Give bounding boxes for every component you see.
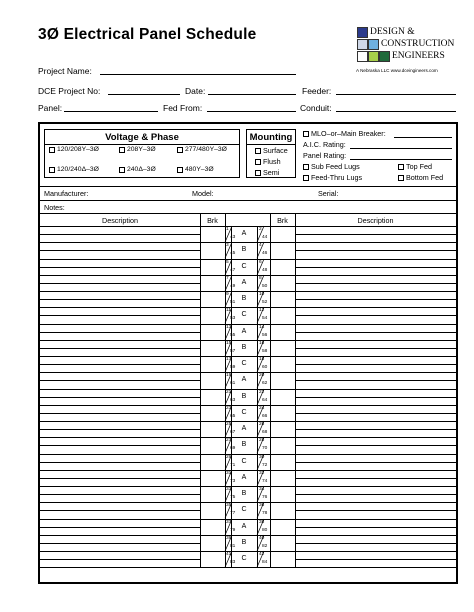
voltage-option-label: 480Y–3Ø <box>185 166 214 173</box>
model-label: Model: <box>192 189 214 198</box>
checkbox[interactable] <box>255 159 261 165</box>
description-line <box>295 478 456 479</box>
circuit-number: 20 <box>259 373 265 379</box>
fed-from-label: Fed From: <box>163 103 203 113</box>
circuit-number: 50 <box>262 283 268 289</box>
mounting-label: Surface <box>263 146 288 155</box>
circuit-number: 80 <box>262 527 268 533</box>
checkbox[interactable] <box>303 164 309 170</box>
phase-label: C <box>241 555 247 562</box>
description-line <box>295 559 456 560</box>
logo-square-1 <box>357 27 368 38</box>
circuit-number: 10 <box>259 292 265 297</box>
circuit-number: 24 <box>259 405 265 411</box>
phase-label: B <box>241 246 247 254</box>
description-line <box>40 283 200 284</box>
circuit-number: 17 <box>226 357 232 362</box>
circuit-number: 14 <box>259 324 265 330</box>
description-line <box>295 380 456 381</box>
feeder-field[interactable] <box>336 94 456 95</box>
circuit-number: 35 <box>226 503 232 509</box>
phase-label: A <box>241 425 247 432</box>
circuit-number: 52 <box>262 300 268 305</box>
description-line <box>40 543 200 544</box>
phase-label: A <box>241 327 247 335</box>
table-row <box>40 535 456 536</box>
circuit-number: 25 <box>226 422 232 427</box>
description-line <box>295 510 456 511</box>
circuit-number: 68 <box>262 430 268 435</box>
mounting-flush[interactable] <box>255 157 281 166</box>
phase-label: B <box>241 392 247 400</box>
circuit-number: 32 <box>259 470 265 476</box>
phase-label: A <box>241 473 247 481</box>
bottom-fed-label: Bottom Fed <box>406 173 444 182</box>
checkbox[interactable] <box>119 167 125 173</box>
checkbox[interactable] <box>255 148 261 154</box>
feeder-label: Feeder: <box>302 86 332 96</box>
description-line <box>40 332 200 333</box>
checkbox[interactable] <box>398 175 404 181</box>
schedule-frame <box>38 122 458 584</box>
circuit-number: 31 <box>226 470 232 476</box>
description-line <box>295 543 456 544</box>
voltage-option-4[interactable] <box>49 166 99 173</box>
description-line <box>40 380 200 381</box>
table-row <box>40 486 456 487</box>
table-row <box>40 502 456 503</box>
description-line <box>40 397 200 398</box>
description-line <box>295 445 456 446</box>
panel-rating-label: Panel Rating: <box>303 151 347 160</box>
circuit-number: 44 <box>262 235 268 240</box>
circuit-number: 19 <box>226 373 232 379</box>
circuit-number: 82 <box>262 543 268 549</box>
circuit-number: 76 <box>262 495 268 500</box>
checkbox[interactable] <box>119 147 125 153</box>
logo-footer: A Nebraska LLC www.dceingineers.com <box>356 68 438 73</box>
panel-rating-field[interactable] <box>350 159 452 160</box>
dce-project-no-field[interactable] <box>108 94 180 95</box>
circuit-number: 28 <box>259 438 265 444</box>
feed-thru-lugs[interactable] <box>303 173 362 182</box>
date-field[interactable] <box>208 94 296 95</box>
circuit-number: 7 <box>226 275 229 281</box>
phase-label: C <box>241 311 247 319</box>
circuit-number: 60 <box>262 365 268 370</box>
circuit-number: 1 <box>226 227 229 232</box>
circuit-number: 48 <box>262 267 268 273</box>
circuit-number: 26 <box>259 422 265 427</box>
serial-label: Serial: <box>318 189 339 198</box>
description-line <box>40 315 200 316</box>
circuit-number: 71 <box>230 462 236 468</box>
circuit-number: 34 <box>259 487 265 492</box>
col-description-left: Description <box>102 216 138 225</box>
table-row <box>40 454 456 455</box>
circuit-number: 66 <box>262 413 268 419</box>
circuit-number: 16 <box>259 340 265 346</box>
voltage-option-3[interactable] <box>177 146 227 153</box>
table-row <box>40 551 456 552</box>
phase-label: C <box>241 360 247 367</box>
checkbox[interactable] <box>49 147 55 153</box>
col-description-right: Description <box>357 216 394 225</box>
circuit-number: 59 <box>230 365 236 370</box>
logo-square-6 <box>357 51 368 62</box>
circuit-number: 53 <box>230 316 236 322</box>
circuit-number: 77 <box>230 511 236 517</box>
checkbox[interactable] <box>49 167 55 173</box>
circuit-number: 70 <box>262 446 268 452</box>
top-fed-label: Top Fed <box>406 162 432 171</box>
top-fed[interactable] <box>398 162 432 171</box>
company-logo <box>355 26 461 76</box>
voltage-option-6[interactable] <box>177 166 214 173</box>
circuit-number: 49 <box>230 283 236 289</box>
table-column-line <box>200 213 201 567</box>
circuit-number: 27 <box>226 438 232 444</box>
circuit-number: 15 <box>226 340 232 346</box>
phase-label: A <box>241 278 247 286</box>
description-line <box>295 267 456 268</box>
voltage-option-label: 120/240Δ–3Ø <box>57 166 99 173</box>
manufacturer-label: Manufacturer: <box>44 189 89 198</box>
phase-label: B <box>241 295 247 302</box>
circuit-number: 42 <box>259 552 265 557</box>
panel-field[interactable] <box>64 111 158 112</box>
circuit-number: 84 <box>262 560 268 565</box>
voltage-option-label: 208Y–3Ø <box>127 146 156 153</box>
circuit-number: 73 <box>230 478 236 484</box>
divider <box>40 200 456 201</box>
checkbox[interactable] <box>398 164 404 170</box>
circuit-number: 64 <box>262 397 268 403</box>
circuit-number: 58 <box>262 348 268 354</box>
feed-thru-label: Feed-Thru Lugs <box>311 173 363 182</box>
mlo-label: MLO–or–Main Breaker: <box>311 129 386 138</box>
table-header-divider <box>40 226 456 227</box>
phase-label: C <box>241 408 247 416</box>
circuit-number: 18 <box>259 357 265 362</box>
circuit-number: 67 <box>230 430 236 435</box>
phase-label: A <box>241 376 247 384</box>
circuit-number: 54 <box>262 316 268 322</box>
date-label: Date: <box>185 86 206 96</box>
phase-label: C <box>241 457 247 465</box>
circuit-number: 79 <box>230 527 236 533</box>
circuit-number: 65 <box>230 413 236 419</box>
sub-feed-lugs[interactable] <box>303 162 360 171</box>
circuit-number: 36 <box>259 503 265 509</box>
description-line <box>40 413 200 414</box>
page-title: 3Ø Electrical Panel Schedule <box>38 26 257 43</box>
circuit-number: 47 <box>230 267 236 273</box>
circuit-number: 13 <box>226 324 232 330</box>
table-row <box>40 259 456 260</box>
col-brk-right: Brk <box>277 216 288 225</box>
mounting-heading: Mounting <box>249 132 293 143</box>
table-row <box>40 405 456 406</box>
circuit-number: 81 <box>230 543 236 549</box>
circuit-number: 5 <box>226 259 229 265</box>
description-line <box>40 250 200 251</box>
circuit-number: 83 <box>230 560 236 565</box>
bottom-fed[interactable] <box>398 173 443 182</box>
description-line <box>40 510 200 511</box>
circuit-number: 30 <box>259 454 265 460</box>
description-line <box>40 234 200 235</box>
fed-from-field[interactable] <box>207 111 296 112</box>
description-line <box>40 478 200 479</box>
circuit-number: 38 <box>259 519 265 525</box>
table-row <box>40 470 456 471</box>
mounting-label: Flush <box>263 157 281 166</box>
circuit-number: 61 <box>230 381 236 387</box>
description-line <box>295 332 456 333</box>
phase-label: C <box>241 262 247 270</box>
table-row <box>40 372 456 373</box>
circuit-number: 55 <box>230 332 236 338</box>
conduit-label: Conduit: <box>300 103 332 113</box>
logo-square-4 <box>368 51 379 62</box>
table-row <box>40 437 456 438</box>
circuit-number: 33 <box>226 487 232 492</box>
mounting-semi[interactable] <box>255 168 279 177</box>
mlo-field[interactable] <box>394 137 452 138</box>
circuit-number: 8 <box>259 275 262 281</box>
sub-feed-label: Sub Feed Lugs <box>311 162 360 171</box>
description-line <box>40 445 200 446</box>
checkbox[interactable] <box>177 167 183 173</box>
phase-label: B <box>241 441 247 449</box>
table-column-line <box>270 213 271 567</box>
description-line <box>40 429 200 430</box>
aic-rating-field[interactable] <box>350 148 452 149</box>
checkbox[interactable] <box>177 147 183 153</box>
phase-label: A <box>241 522 247 530</box>
mlo-main-breaker[interactable] <box>303 129 386 138</box>
checkbox[interactable] <box>303 175 309 181</box>
circuit-number: 56 <box>262 332 268 338</box>
description-line <box>295 364 456 365</box>
table-row <box>40 519 456 520</box>
phase-label: C <box>241 506 247 514</box>
project-name-field[interactable] <box>100 74 296 75</box>
table-row <box>40 340 456 341</box>
circuit-number: 51 <box>230 300 236 305</box>
circuit-number: 9 <box>226 292 229 297</box>
description-line <box>295 299 456 300</box>
description-line <box>40 364 200 365</box>
circuit-number: 6 <box>259 259 262 265</box>
voltage-option-1[interactable] <box>49 146 99 153</box>
description-line <box>40 348 200 349</box>
circuit-number: 11 <box>226 308 231 314</box>
circuit-number: 45 <box>230 251 236 257</box>
circuit-number: 78 <box>262 511 268 517</box>
table-row <box>40 356 456 357</box>
voltage-option-label: 277/480Y–3Ø <box>185 146 227 153</box>
checkbox[interactable] <box>303 131 309 137</box>
description-line <box>295 413 456 414</box>
logo-line-1: DESIGN & <box>370 27 415 37</box>
circuit-number: 4 <box>259 243 262 249</box>
voltage-option-2[interactable] <box>119 146 156 153</box>
description-line <box>295 234 456 235</box>
logo-square-2 <box>357 39 368 50</box>
circuit-number: 37 <box>226 519 232 525</box>
table-row <box>40 389 456 390</box>
table-row <box>40 421 456 422</box>
circuit-number: 40 <box>259 535 265 541</box>
description-line <box>295 250 456 251</box>
table-row <box>40 242 456 243</box>
circuit-number: 74 <box>262 478 268 484</box>
panel-label: Panel: <box>38 103 63 113</box>
description-line <box>40 559 200 560</box>
circuit-number: 75 <box>230 495 236 500</box>
notes-label: Notes: <box>44 203 65 212</box>
description-line <box>295 348 456 349</box>
phase-label: A <box>241 230 247 237</box>
phase-label: B <box>241 343 247 351</box>
circuit-number: 12 <box>259 308 265 314</box>
phase-label: B <box>241 538 247 546</box>
aic-rating-label: A.I.C. Rating: <box>303 140 346 149</box>
table-row <box>40 567 456 568</box>
circuit-number: 39 <box>226 535 232 541</box>
circuit-number: 21 <box>226 389 232 395</box>
circuit-number: 57 <box>230 348 236 354</box>
project-name-label: Project Name: <box>38 66 92 76</box>
divider <box>40 186 456 187</box>
circuit-number: 2 <box>259 227 262 232</box>
circuit-number: 29 <box>226 454 232 460</box>
mounting-surface[interactable] <box>255 146 288 155</box>
divider <box>40 213 456 214</box>
circuit-number: 46 <box>262 251 268 257</box>
description-line <box>295 397 456 398</box>
mounting-label: Semi <box>263 168 280 177</box>
description-line <box>295 527 456 528</box>
circuit-number: 41 <box>226 552 232 557</box>
voltage-phase-heading: Voltage & Phase <box>105 132 179 143</box>
conduit-field[interactable] <box>336 111 456 112</box>
circuit-number: 69 <box>230 446 236 452</box>
description-line <box>40 494 200 495</box>
circuit-number: 63 <box>230 397 236 403</box>
circuit-number: 3 <box>226 243 229 249</box>
table-row <box>40 324 456 325</box>
table-row <box>40 291 456 292</box>
circuit-number: 72 <box>262 462 268 468</box>
voltage-option-label: 240Δ–3Ø <box>127 166 156 173</box>
circuit-number: 62 <box>262 381 268 387</box>
circuit-number: 22 <box>259 389 265 395</box>
description-line <box>295 429 456 430</box>
description-line <box>295 315 456 316</box>
circuit-number: 23 <box>226 405 232 411</box>
voltage-option-label: 120/208Y–3Ø <box>57 146 99 153</box>
logo-square-3 <box>368 39 379 50</box>
circuit-number: 43 <box>230 235 236 240</box>
table-row <box>40 275 456 276</box>
logo-square-5 <box>379 51 390 62</box>
dce-project-no-label: DCE Project No: <box>38 86 101 96</box>
voltage-option-5[interactable] <box>119 166 156 173</box>
table-row <box>40 307 456 308</box>
description-line <box>40 299 200 300</box>
col-brk-left: Brk <box>207 216 218 225</box>
description-line <box>40 267 200 268</box>
description-line <box>40 527 200 528</box>
description-line <box>295 494 456 495</box>
description-line <box>295 283 456 284</box>
description-line <box>40 462 200 463</box>
logo-line-3: ENGINEERS <box>392 51 445 61</box>
phase-label: B <box>241 490 247 497</box>
description-line <box>295 462 456 463</box>
logo-line-2: CONSTRUCTION <box>381 39 455 49</box>
checkbox[interactable] <box>255 170 261 176</box>
